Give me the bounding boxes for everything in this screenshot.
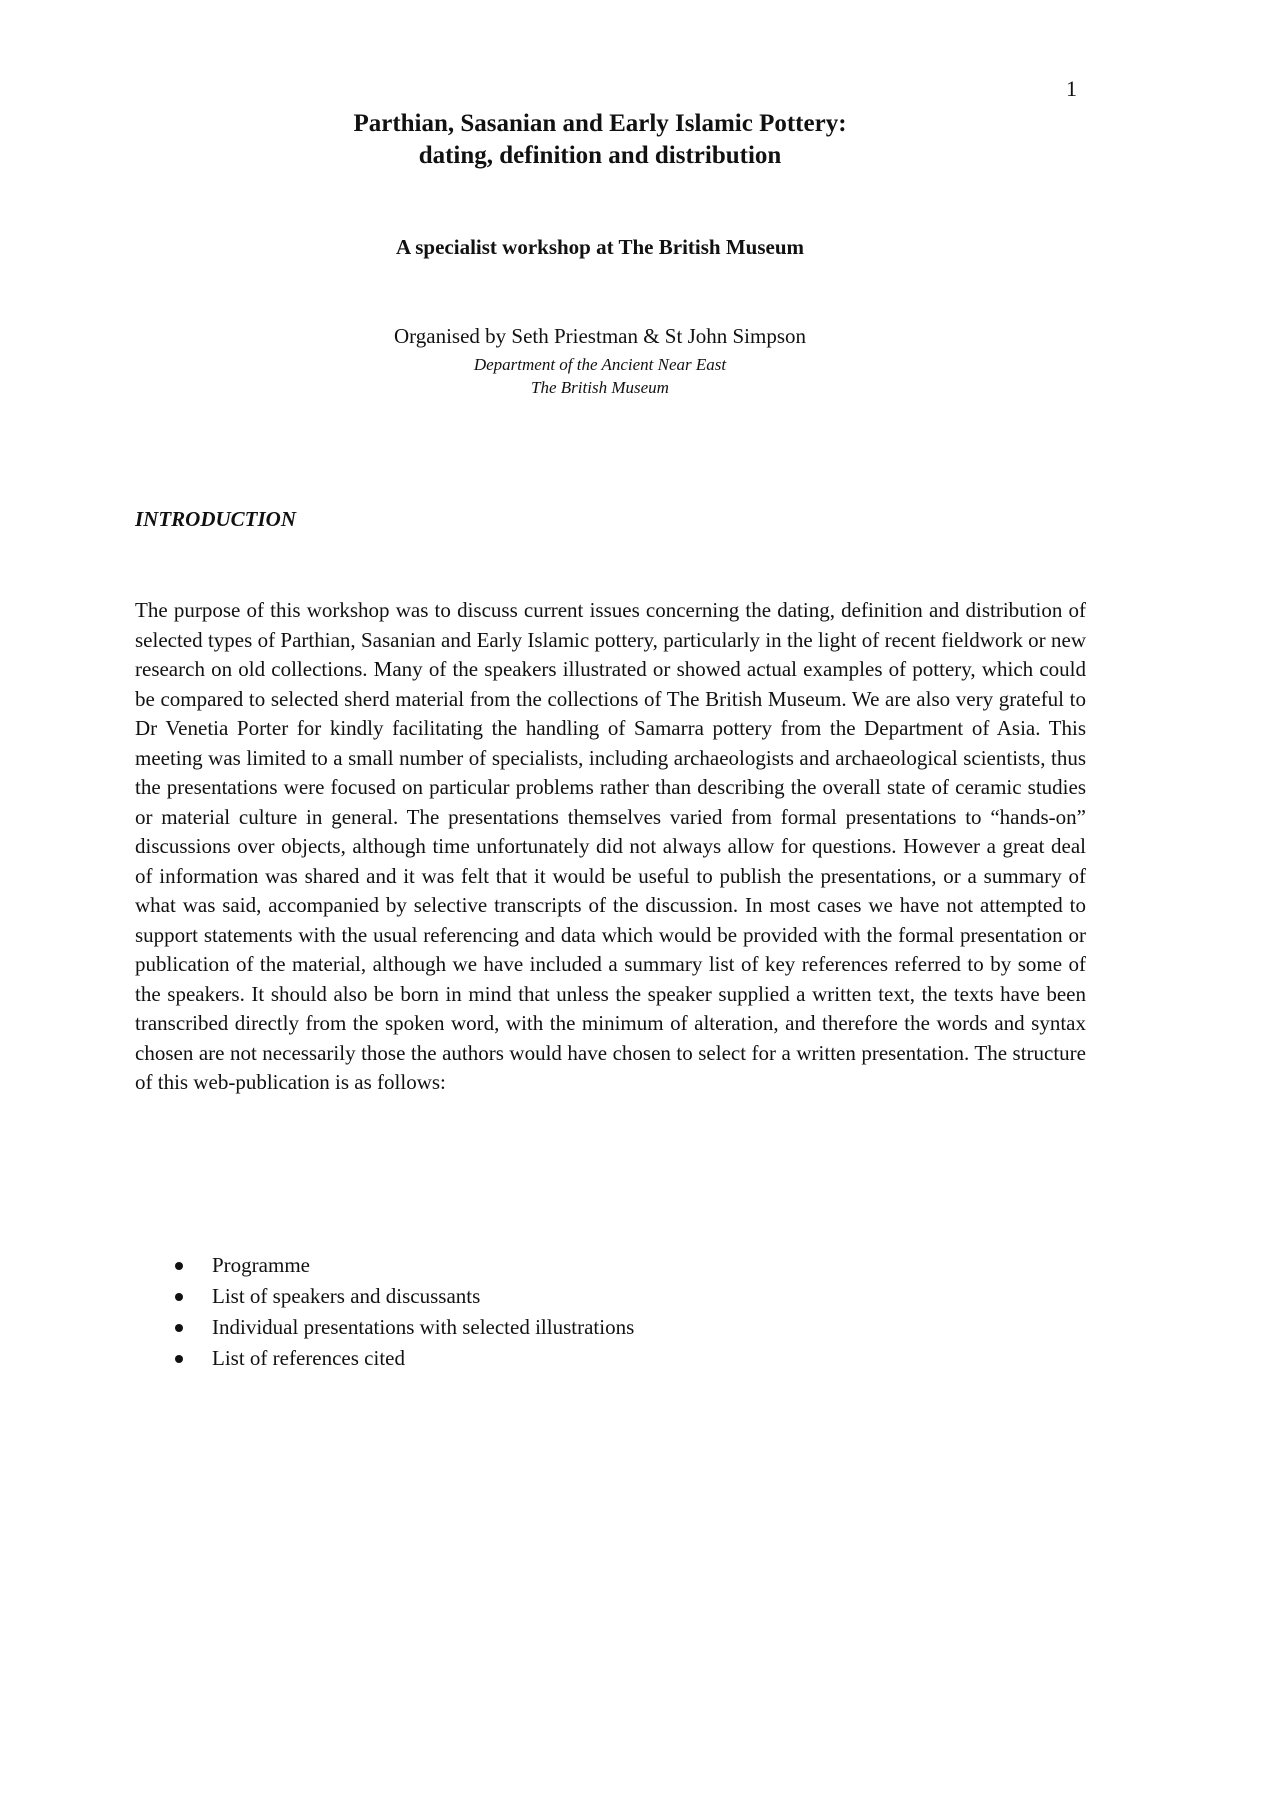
bullet-icon bbox=[175, 1355, 183, 1363]
list-item bbox=[175, 1343, 634, 1374]
list-item bbox=[175, 1312, 634, 1343]
list-item-label: List of references cited bbox=[212, 1346, 405, 1370]
title-line-2: dating, definition and distribution bbox=[418, 142, 782, 169]
structure-list bbox=[175, 1250, 634, 1374]
document-subtitle: A specialist workshop at The British Museum bbox=[396, 235, 804, 259]
list-item-label: List of speakers and discussants bbox=[212, 1284, 481, 1308]
affiliation-institution: The British Museum bbox=[531, 378, 669, 397]
section-heading-introduction: INTRODUCTION bbox=[135, 507, 297, 531]
bullet-icon bbox=[175, 1262, 183, 1270]
title-line-1: Parthian, Sasanian and Early Islamic Pottery: bbox=[353, 110, 847, 137]
page-number: 1 bbox=[1066, 76, 1077, 101]
introduction-paragraph: The purpose of this workshop was to discuss current issues concerning the dating, definition and distribution of selected types of Parthian, Sasanian and Early Islamic pottery, particularly in the light of recent fieldwork or new research on old collections. Many of the speakers illustrated or showed actual examples of pottery, which could be compared to selected sherd material from the collections of The British Museum. We are also very grateful to Dr Venetia Porter for kindly facilitating the handling of Samarra pottery from the Department of Asia. This meeting was limited to a small number of specialists, including archaeologists and archaeological scientists, thus the presentations were focused on particular problems rather than describing the overall state of ceramic studies or material culture in general. The presentations themselves varied from formal presentations to “hands-on” discussions over objects, although time unfortunately did not always allow for questions. However a great deal of information was shared and it was felt that it would be useful to publish the presentations, or a summary of what was said, accompanied by selective transcripts of the discussion. In most cases we have not attempted to support statements with the usual referencing and data which would be provided with the formal presentation or publication of the material, although we have included a summary list of key references referred to by some of the speakers. It should also be born in mind that unless the speaker supplied a written text, the texts have been transcribed directly from the spoken word, with the minimum of alteration, and therefore the words and syntax chosen are not necessarily those the authors would have chosen to select for a written presentation. The structure of this web-publication is as follows: bbox=[135, 598, 1086, 1094]
list-item-label: Programme bbox=[212, 1253, 310, 1277]
affiliation-department: Department of the Ancient Near East bbox=[473, 355, 727, 374]
document-title bbox=[0, 108, 1200, 172]
list-item-label: Individual presentations with selected illustrations bbox=[212, 1315, 635, 1339]
bullet-icon bbox=[175, 1324, 183, 1332]
list-item bbox=[175, 1250, 634, 1281]
bullet-icon bbox=[175, 1293, 183, 1301]
organisers-line: Organised by Seth Priestman & St John Simpson bbox=[393, 324, 807, 348]
list-item bbox=[175, 1281, 634, 1312]
